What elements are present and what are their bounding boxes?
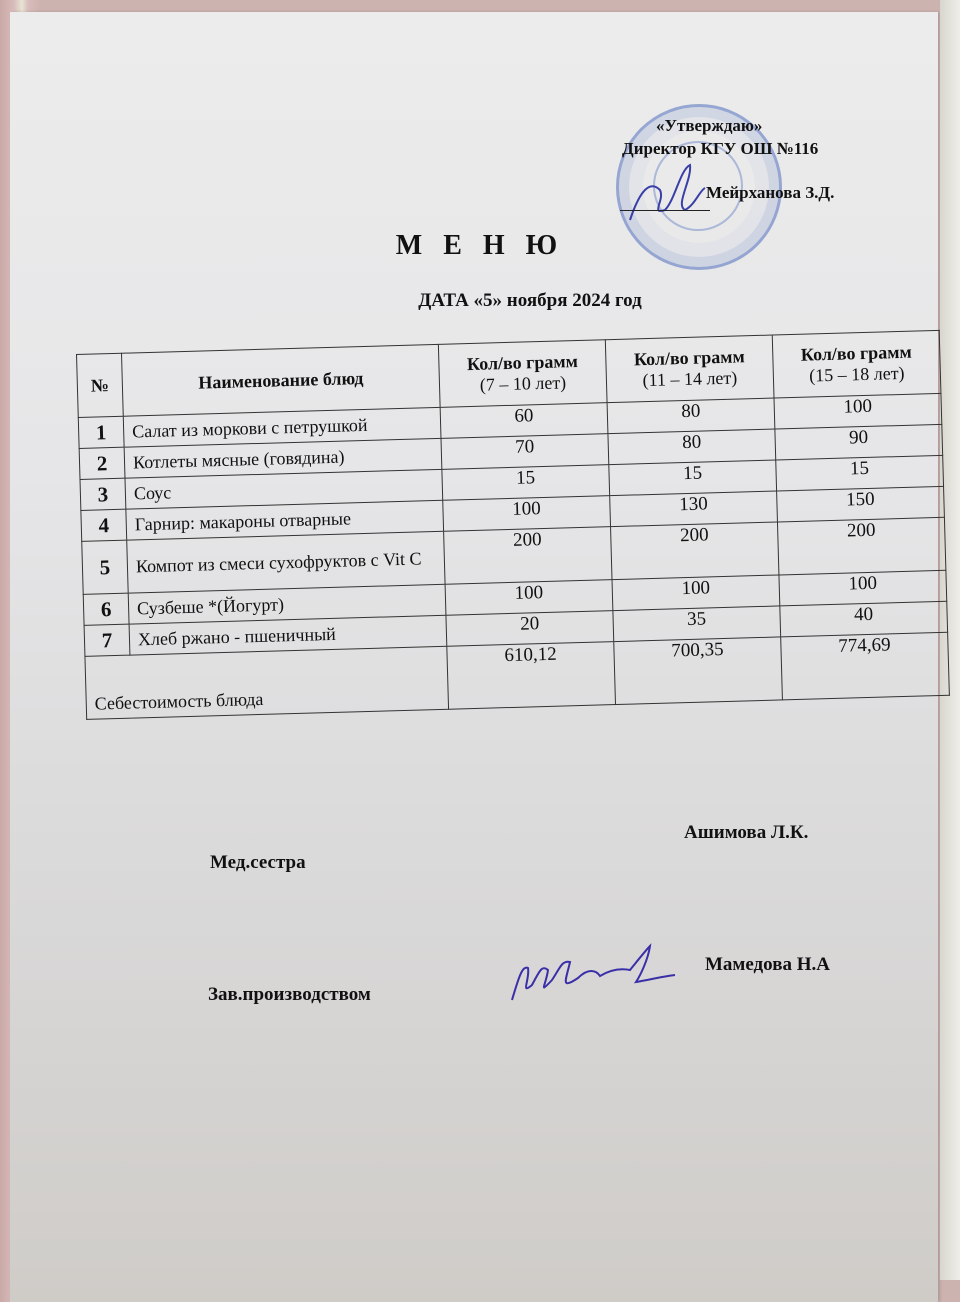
header-dish-name: Наименование блюд [121, 344, 440, 416]
table-row: 6 Сузбеше *(Йогурт) 100 100 100 [83, 570, 947, 625]
table-total-row: Себестоимость блюда 610,12 700,35 774,69 [85, 632, 949, 719]
header-number: № [77, 353, 124, 417]
approval-director-name: Мейрханова З.Д. [706, 183, 835, 202]
director-signature-line [620, 210, 710, 211]
header-grams-7-10: Кол/во грамм (7 – 10 лет) [438, 340, 607, 408]
header-grams-15-18: Кол/во грамм (15 – 18 лет) [772, 330, 941, 398]
production-role: Зав.производством [208, 984, 371, 1005]
approval-caption: «Утверждаю» [656, 116, 763, 135]
table-row: 2 Котлеты мясные (говядина) 70 80 90 [79, 424, 943, 479]
table-row: 3 Соус 15 15 15 [80, 455, 944, 510]
table-row: 1 Салат из моркови с петрушкой 60 80 100 [78, 393, 942, 448]
production-signature-icon [500, 940, 680, 1010]
menu-date: ДАТА «5» ноября 2024 год [418, 290, 642, 311]
nurse-name: Ашимова Л.К. [684, 822, 809, 843]
menu-table [76, 330, 950, 720]
table-row: 4 Гарнир: макароны отварные 100 130 150 [81, 486, 945, 541]
approval-director: Директор КГУ ОШ №116 [622, 139, 819, 158]
production-name: Мамедова Н.А [705, 954, 830, 975]
header-grams-11-14: Кол/во грамм (11 – 14 лет) [605, 335, 774, 403]
table-row: 7 Хлеб ржано - пшеничный 20 35 40 [84, 601, 948, 656]
approval-block [622, 114, 922, 204]
table-row: 5 Компот из смеси сухофруктов с Vit C 200 200 200 [82, 517, 946, 594]
page-title: М Е Н Ю [395, 230, 565, 261]
nurse-role: Мед.сестра [210, 852, 306, 873]
